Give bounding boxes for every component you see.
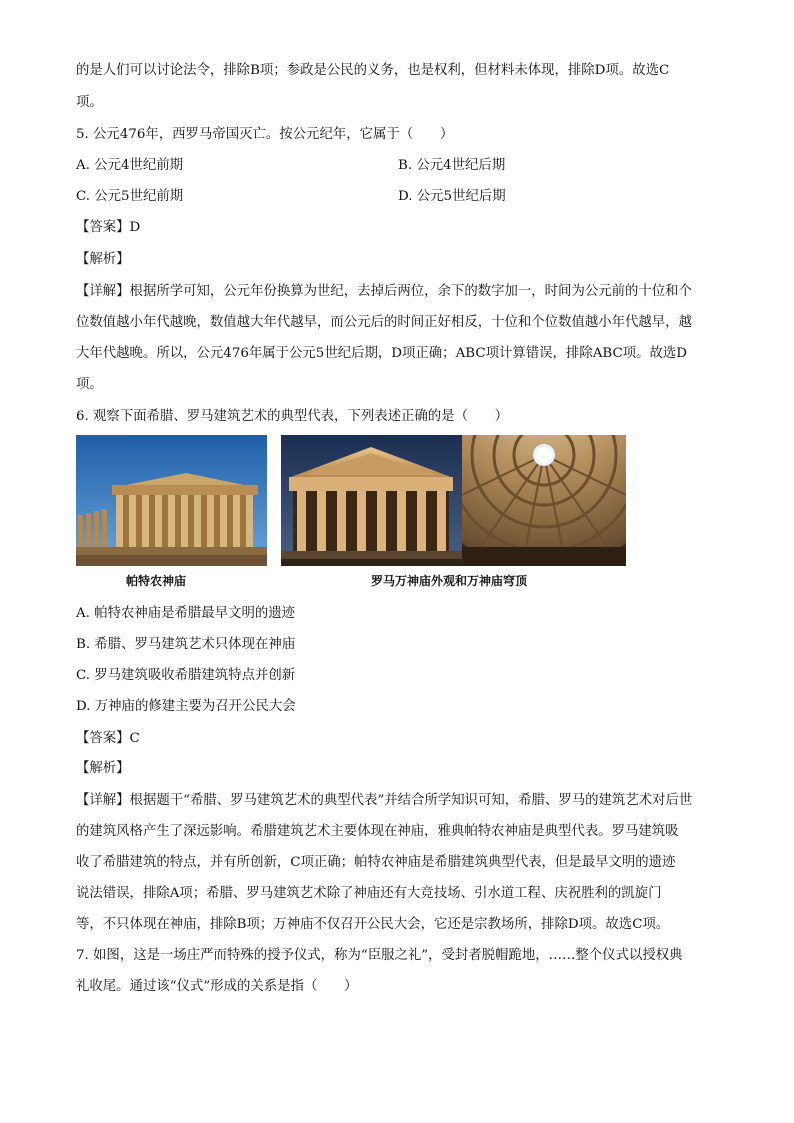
- q6-option-c: C. 罗马建筑吸收希腊建筑特点并创新: [76, 668, 296, 683]
- q5-analysis-label: 【解析】: [76, 252, 130, 267]
- q6-option-d: D. 万神庙的修建主要为召开公民大会: [76, 699, 296, 714]
- q6-detail-line-1: 【详解】根据题干“希腊、罗马建筑艺术的典型代表”并结合所学知识可知，希腊、罗马的建筑艺术对后世: [76, 793, 693, 808]
- q6-stem: 6. 观察下面希腊、罗马建筑艺术的典型代表，下列表述正确的是（ ）: [76, 409, 509, 424]
- q6-analysis-label: 【解析】: [76, 761, 130, 776]
- q5-option-d: D. 公元5世纪后期: [398, 189, 506, 204]
- q5-option-a: A. 公元4世纪前期: [76, 158, 184, 173]
- caption-parthenon: 帕特农神庙: [126, 574, 187, 588]
- q5-detail-line-4: 项。: [76, 377, 103, 392]
- q6-option-a: A. 帕特农神庙是希腊最早文明的遗迹: [76, 606, 296, 621]
- q7-stem-line-1: 7. 如图，这是一场庄严而特殊的授予仪式，称为“臣服之礼”，受封者脱帽跪地，……整个仪式以授权典: [76, 948, 683, 963]
- q5-detail-line-2: 位数值越小年代越晚，数值越大年代越早，而公元后的时间正好相反，十位和个位数值越小年代越早，越: [76, 315, 692, 330]
- q6-detail-line-2: 的建筑风格产生了深远影响。希腊建筑艺术主要体现在神庙，雅典帕特农神庙是典型代表。罗马建筑吸: [76, 824, 679, 839]
- carry-over-line-1: 的是人们可以讨论法令，排除B项；参政是公民的义务，也是权利，但材料未体现，排除D项。故选C: [76, 63, 670, 78]
- q6-option-b: B. 希腊、罗马建筑艺术只体现在神庙: [76, 637, 296, 652]
- q6-detail-line-4: 说法错误，排除A项；希腊、罗马建筑艺术除了神庙还有大竞技场、引水道工程、庆祝胜利的凯旋门: [76, 886, 662, 901]
- q5-answer: 【答案】D: [76, 220, 141, 235]
- parthenon-photo: [76, 435, 267, 566]
- q5-detail-line-1: 【详解】根据所学可知，公元年份换算为世纪，去掉后两位，余下的数字加一，时间为公元前的十位和个: [76, 284, 692, 299]
- q5-option-c: C. 公元5世纪前期: [76, 189, 184, 204]
- q5-detail-line-3: 大年代越晚。所以，公元476年属于公元5世纪后期，D项正确；ABC项计算错误，排除ABC项。故选D: [76, 346, 688, 361]
- q6-detail-line-3: 收了希腊建筑的特点，并有所创新，C项正确；帕特农神庙是希腊建筑典型代表，但是最早文明的遗迹: [76, 855, 676, 870]
- carry-over-line-2: 项。: [76, 95, 103, 110]
- caption-pantheon: 罗马万神庙外观和万神庙穹顶: [371, 574, 528, 588]
- q6-answer: 【答案】C: [76, 731, 140, 746]
- q6-detail-line-5: 等，不只体现在神庙，排除B项；万神庙不仅召开公民大会，它还是宗教场所，排除D项。故选C项。: [76, 917, 670, 932]
- pantheon-exterior-photo: [281, 435, 462, 566]
- pantheon-dome-photo: [462, 435, 626, 566]
- q5-stem: 5. 公元476年，西罗马帝国灭亡。按公元纪年，它属于（ ）: [76, 127, 454, 142]
- q7-stem-line-2: 礼收尾。通过该“仪式”形成的关系是指（ ）: [76, 979, 358, 994]
- q5-option-b: B. 公元4世纪后期: [398, 158, 506, 173]
